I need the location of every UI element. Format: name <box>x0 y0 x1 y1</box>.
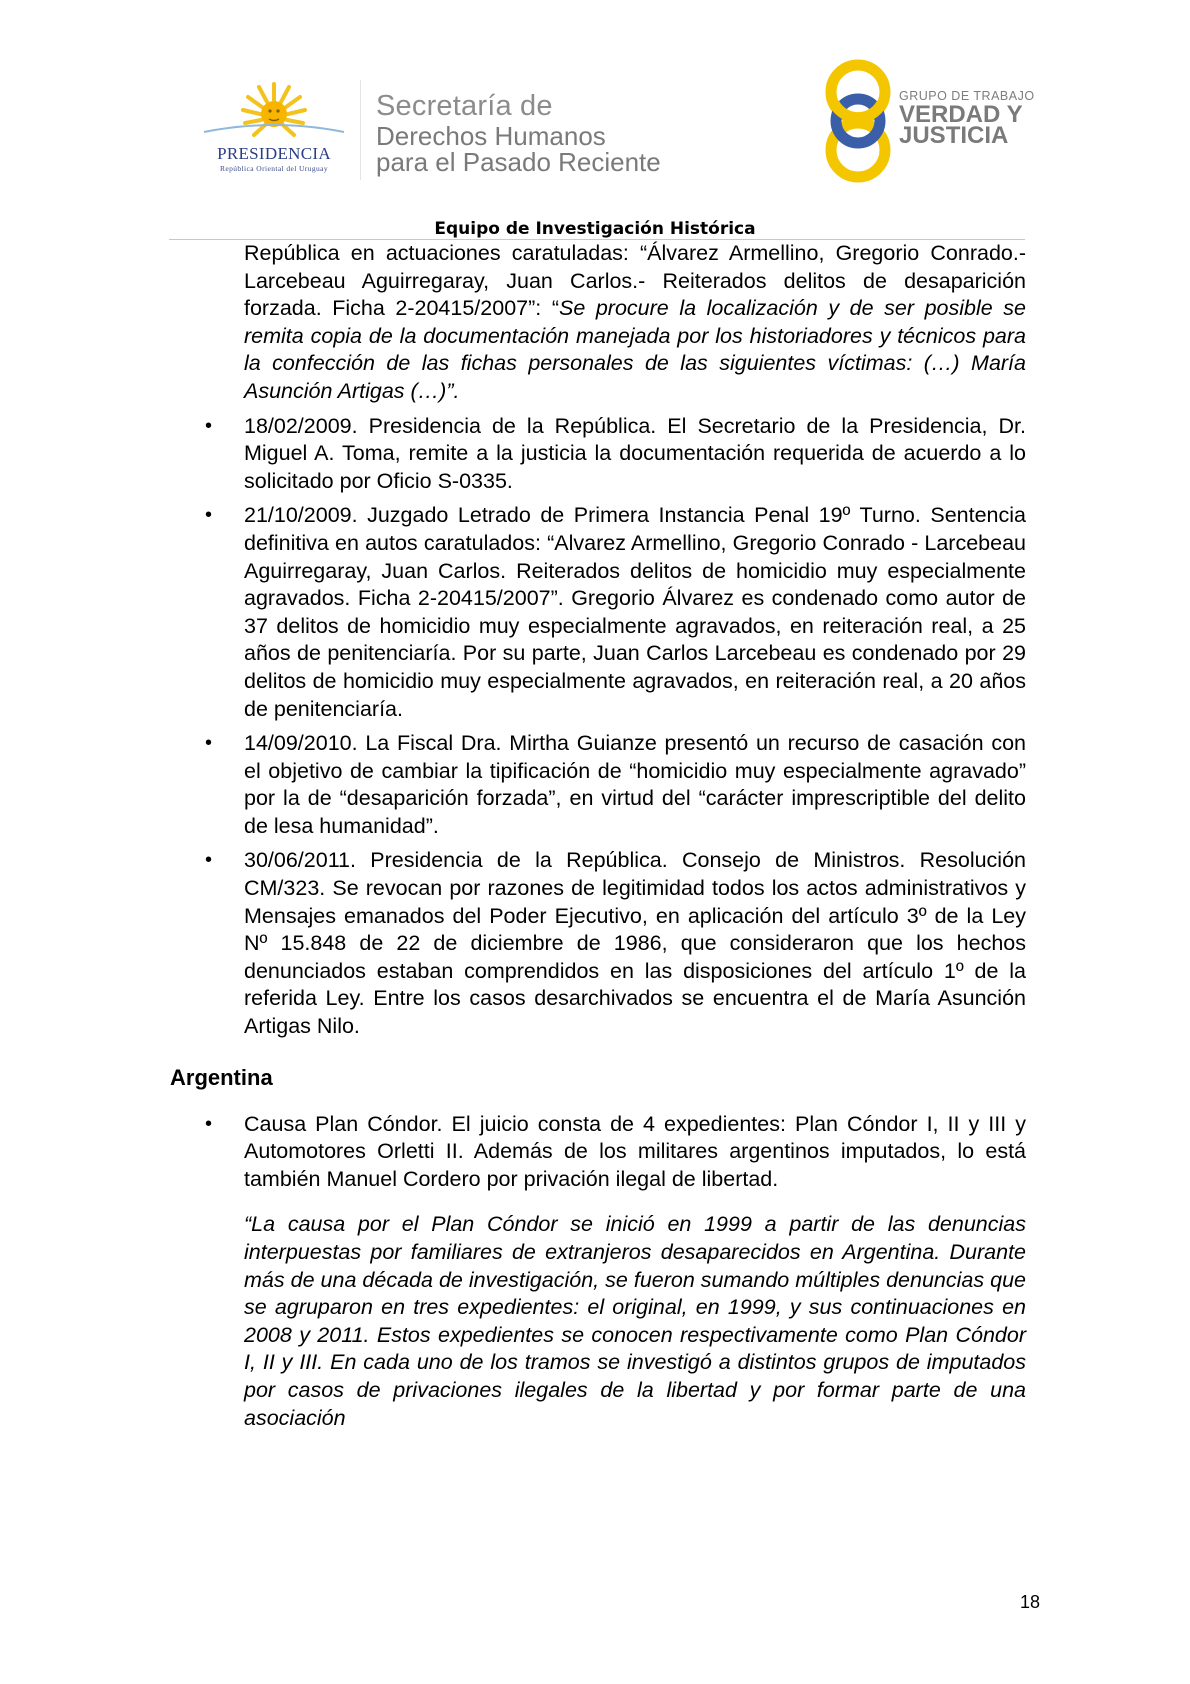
logo-divider <box>360 80 361 180</box>
secretaria-line-3: para el Pasado Reciente <box>376 147 661 177</box>
linked-rings-icon <box>818 56 898 186</box>
list-item-text: Causa Plan Cóndor. El juicio consta de 4 expedientes: Plan Cóndor I, II y III y Automotores Orletti II. Además de los militares argentinos imputados, lo está también Manuel Cordero por privación ilegal de libertad. <box>244 1111 1026 1191</box>
section-heading: Argentina <box>170 1064 273 1090</box>
list-item <box>205 1111 1026 1194</box>
grupo-line-3: JUSTICIA <box>899 122 1009 149</box>
continuation-paragraph <box>244 240 1026 406</box>
bullet: • <box>205 849 213 872</box>
page-number: 18 <box>1019 1592 1040 1612</box>
list-item <box>205 413 1026 496</box>
list-item-text: 21/10/2009. Juzgado Letrado de Primera Instancia Penal 19º Turno. Sentencia definitiva en autos caratulados: “Alvarez Armellino, Gregorio Conrado - Larcebeau Aguirregaray, Juan Carlos. Reiterados delitos de homicidio muy especialmente agravados. Ficha 2-20415/2007”. Gregorio Álvarez es condenado como autor de 37 delitos de homicidio muy especialmente agravados, en reiteración real, a 25 años de penitenciaría. Por su parte, Juan Carlos Larcebeau es condenado por 29 delitos de homicidio muy especialmente agravados, en reiteración real, a 20 años de penitenciaría. <box>244 503 1026 721</box>
grupo-line-1: GRUPO DE TRABAJO <box>899 89 1035 103</box>
list-item-text: 30/06/2011. Presidencia de la República. Consejo de Ministros. Resolución CM/323. Se revocan por razones de legitimidad todos los actos administrativos y Mensajes emanados del Poder Ejecutivo, en aplicación del artículo 3º de la Ley Nº 15.848 de 22 de diciembre de 1986, que consideraron que los hechos denunciados estaban comprendidos en las disposiciones del artículo 1º de la referida Ley. Entre los casos desarchivados se encuentra el de María Asunción Artigas Nilo. <box>244 848 1026 1039</box>
continuation-text: República en actuaciones caratuladas: “Álvarez Armellino, Gregorio Conrado.- Larcebeau Aguirregaray, Juan Carlos.- Reiterados delitos de desaparición forzada. Ficha 2-20415/2007”: “ <box>244 241 1026 321</box>
list-item <box>205 502 1026 723</box>
list-item-text: 14/09/2010. La Fiscal Dra. Mirtha Guianze presentó un recurso de casación con el objetivo de cambiar la tipificación de “homicidio muy especialmente agravado” por la de “desaparición forzada”, en virtud del “carácter imprescriptible del delito de lesa humanidad”. <box>244 731 1026 838</box>
grupo-line-2: VERDAD Y <box>899 101 1023 128</box>
bullet: • <box>205 732 213 755</box>
list-item-text: 18/02/2009. Presidencia de la República. El Secretario de la Presidencia, Dr. Miguel A. Toma, remite a la justicia la documentación requerida de acuerdo a lo solicitado por Oficio S-0335. <box>244 413 1026 493</box>
quote-paragraph: “La causa por el Plan Cóndor se inició en 1999 a partir de las denuncias interpuestas por familiares de extranjeros desaparecidos en Argentina. Durante más de una década de investigación, se fueron sumando múltiples denuncias que se agruparon en tres expedientes: el original, en 1999, y sus continuaciones en 2008 y 2011. Estos expedientes se conocen respectivamente como Plan Cóndor I, II y III. En cada uno de los tramos se investigó a distintos grupos de imputados por casos de privaciones ilegales de la libertad y por formar parte de una asociación <box>244 1212 1026 1430</box>
secretaria-line-2: Derechos Humanos <box>376 121 606 151</box>
presidencia-subtitle: República Oriental del Uruguay <box>219 164 328 173</box>
continuation-italic: Se procure la localización y de ser posible se remita copia de la documentación manejada por los historiadores y técnicos para la confección de las fichas personales de las siguientes víctimas: (…) María Asunción Artigas (…)”. <box>244 296 1026 403</box>
list-item <box>205 730 1026 840</box>
presidencia-name: PRESIDENCIA <box>217 144 331 163</box>
team-title: Equipo de Investigación Histórica <box>434 219 756 239</box>
page-header <box>0 0 1190 239</box>
bullet: • <box>205 1112 213 1135</box>
bullet: • <box>205 414 213 437</box>
document-body <box>170 240 1026 1432</box>
bullet: • <box>205 504 213 527</box>
list-item <box>205 847 1026 1040</box>
secretaria-line-1: Secretaría de <box>376 90 553 122</box>
